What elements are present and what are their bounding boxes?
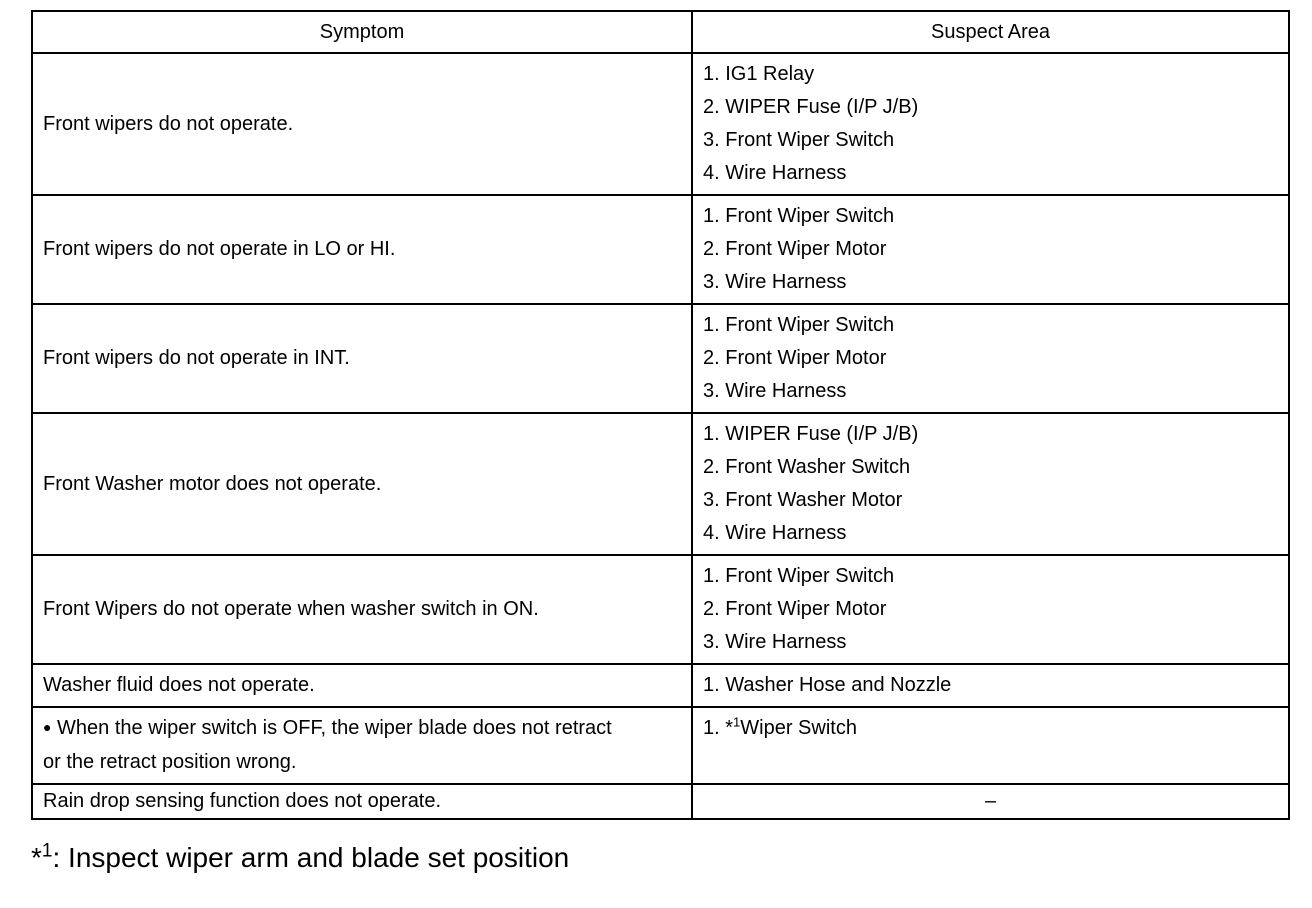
- footnote-reference: 1: [733, 714, 741, 730]
- suspect-area-text: Wiper Switch: [740, 717, 857, 739]
- suspect-area-cell: [692, 707, 1289, 784]
- suspect-area-prefix: 1. *: [703, 717, 734, 739]
- suspect-area-cell: [692, 555, 1289, 664]
- suspect-area-list: [703, 200, 1278, 299]
- suspect-area-item: 1. IG1 Relay: [703, 63, 815, 85]
- suspect-area-item: 4. Wire Harness: [703, 162, 847, 184]
- suspect-area-item: 2. Front Wiper Motor: [703, 347, 887, 369]
- suspect-area-list: [703, 418, 1278, 550]
- suspect-area-cell: [692, 664, 1289, 707]
- footnote-number: 1: [41, 840, 53, 862]
- symptom-cell: Front wipers do not operate.: [32, 53, 692, 195]
- suspect-area-cell: [692, 195, 1289, 304]
- suspect-area-item: 3. Wire Harness: [703, 631, 847, 653]
- suspect-area-item: 1. Front Wiper Switch: [703, 205, 895, 227]
- suspect-area-item: 3. Wire Harness: [703, 380, 847, 402]
- table-row: [32, 53, 1289, 195]
- footnote-text: : Inspect wiper arm and blade set position: [52, 842, 570, 873]
- symptom-cell: [32, 707, 692, 784]
- suspect-area-item: 1. Front Wiper Switch: [703, 565, 895, 587]
- table-row: [32, 304, 1289, 413]
- table-row: [32, 664, 1289, 707]
- suspect-area-item: 1. Washer Hose and Nozzle: [703, 674, 952, 696]
- suspect-area-item: 1. Front Wiper Switch: [703, 314, 895, 336]
- suspect-area-list: [703, 309, 1278, 408]
- suspect-area-cell: –: [692, 784, 1289, 819]
- table-row: [32, 707, 1289, 784]
- symptom-cell: Rain drop sensing function does not operate.: [32, 784, 692, 819]
- suspect-area-item: 1. WIPER Fuse (I/P J/B): [703, 423, 919, 445]
- suspect-area-cell: [692, 53, 1289, 195]
- symptom-text-line2: or the retract position wrong.: [43, 751, 297, 773]
- suspect-area-cell: [692, 304, 1289, 413]
- symptom-cell: Front wipers do not operate in INT.: [32, 304, 692, 413]
- suspect-area-item: 2. Front Washer Switch: [703, 456, 911, 478]
- table-row: [32, 195, 1289, 304]
- symptom-cell: Front wipers do not operate in LO or HI.: [32, 195, 692, 304]
- header-suspect-area: Suspect Area: [692, 11, 1289, 53]
- suspect-area-item: 2. WIPER Fuse (I/P J/B): [703, 96, 919, 118]
- suspect-area-list: [703, 669, 1278, 702]
- suspect-area-list: [703, 58, 1278, 190]
- suspect-area-item: 4. Wire Harness: [703, 522, 847, 544]
- suspect-area-cell: [692, 413, 1289, 555]
- table-row: [32, 784, 1289, 819]
- symptom-text-line1: When the wiper switch is OFF, the wiper blade does not retract: [57, 717, 612, 739]
- suspect-area-list: [703, 560, 1278, 659]
- symptom-cell: Front Wipers do not operate when washer switch in ON.: [32, 555, 692, 664]
- suspect-area-item: 2. Front Wiper Motor: [703, 598, 887, 620]
- symptom-cell: Washer fluid does not operate.: [32, 664, 692, 707]
- table-row: [32, 555, 1289, 664]
- troubleshooting-table: [31, 10, 1290, 820]
- header-row: [32, 11, 1289, 53]
- suspect-area-item: 3. Front Wiper Switch: [703, 129, 895, 151]
- table-row: [32, 413, 1289, 555]
- footnote-marker: *: [31, 842, 42, 873]
- symptom-cell: Front Washer motor does not operate.: [32, 413, 692, 555]
- suspect-area-item: 3. Front Washer Motor: [703, 489, 903, 511]
- suspect-area-item: 3. Wire Harness: [703, 271, 847, 293]
- footnote: [31, 838, 569, 878]
- bullet-icon: ●: [43, 719, 52, 735]
- suspect-area-item: 2. Front Wiper Motor: [703, 238, 887, 260]
- header-symptom: Symptom: [32, 11, 692, 53]
